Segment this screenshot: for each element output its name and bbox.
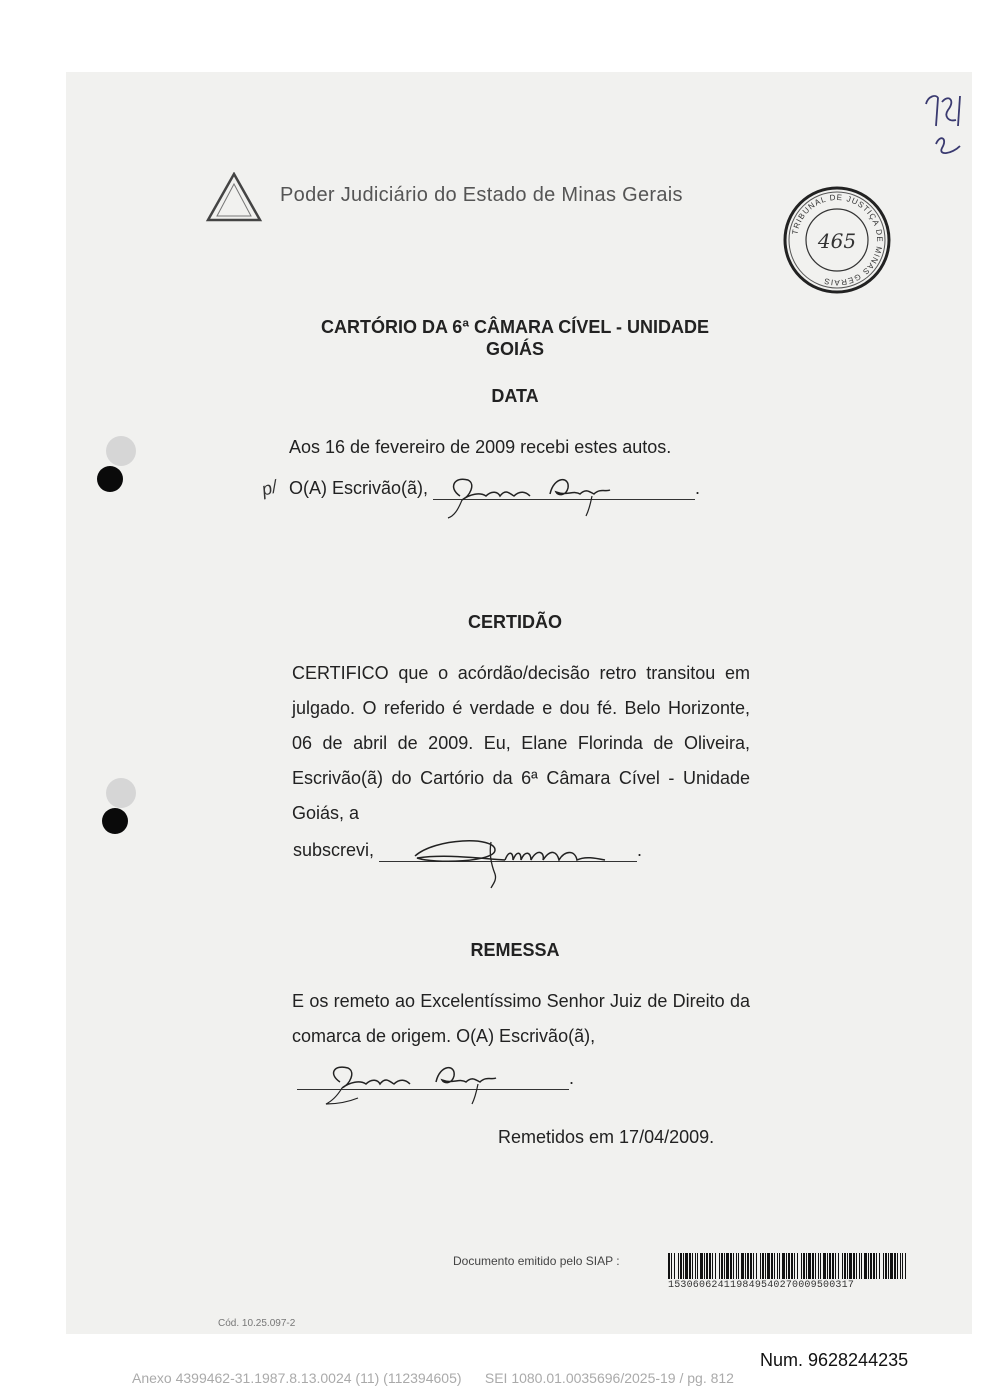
institution-name: Poder Judiciário do Estado de Minas Gerais [280, 184, 683, 206]
barcode-number: 153060624119849540270009500317 [668, 1280, 855, 1291]
form-code: Cód. 10.25.097-2 [218, 1318, 296, 1329]
data-line-1: Aos 16 de fevereiro de 2009 recebi estes autos. [289, 437, 672, 457]
remetidos-date: Remetidos em 17/04/2009. [498, 1127, 715, 1147]
page-footer: Anexo 4399462-31.1987.8.13.0024 (11) (112394605) SEI 1080.01.0035696/2025-19 / pg. 812 [132, 1370, 734, 1386]
punch-hole [102, 808, 128, 834]
prefix-mark: p/ [259, 476, 280, 500]
signature-3 [318, 1058, 518, 1108]
section-heading-remessa: REMESSA [470, 940, 560, 960]
seal-ring-text: TRIBUNAL DE JUSTIÇA DE MINAS GERAIS [790, 192, 885, 288]
data-line-2: O(A) Escrivão(ã), . [289, 478, 701, 498]
certidao-paragraph: CERTIFICO que o acórdão/decisão retro transitou em julgado. O referido é verdade e dou fé. Belo Horizonte, 06 de abril de 2009. Eu, Elane Florinda de Oliveira, Escrivão(ã) do Cartório da 6ª Câmara Cível - Unidade Goiás, a [292, 663, 750, 823]
punch-hole [106, 436, 136, 466]
punch-hole [97, 466, 123, 492]
triangle-logo-icon [205, 172, 263, 224]
signature-1 [440, 466, 630, 522]
page-title: CARTÓRIO DA 6ª CÂMARA CÍVEL - UNIDADE GOIÁS [320, 317, 709, 359]
remessa-signature-line: . [297, 1068, 574, 1090]
seal-number: 465 [817, 229, 857, 253]
document-number: Num. 9628244235 [760, 1350, 909, 1370]
section-heading-certidao: CERTIDÃO [468, 612, 562, 632]
emitted-label: Documento emitido pelo SIAP : [453, 1254, 620, 1268]
barcode [668, 1253, 906, 1279]
section-heading-data: DATA [491, 386, 539, 406]
signature-2 [405, 830, 645, 890]
remessa-paragraph: E os remeto ao Excelentíssimo Senhor Juiz de Direito da comarca de origem. O(A) Escrivão(ã), [292, 991, 750, 1046]
certidao-last-line: subscrevi, . [293, 840, 643, 860]
court-seal [783, 186, 891, 294]
handwritten-corner-note [918, 86, 974, 162]
punch-hole [106, 778, 136, 808]
